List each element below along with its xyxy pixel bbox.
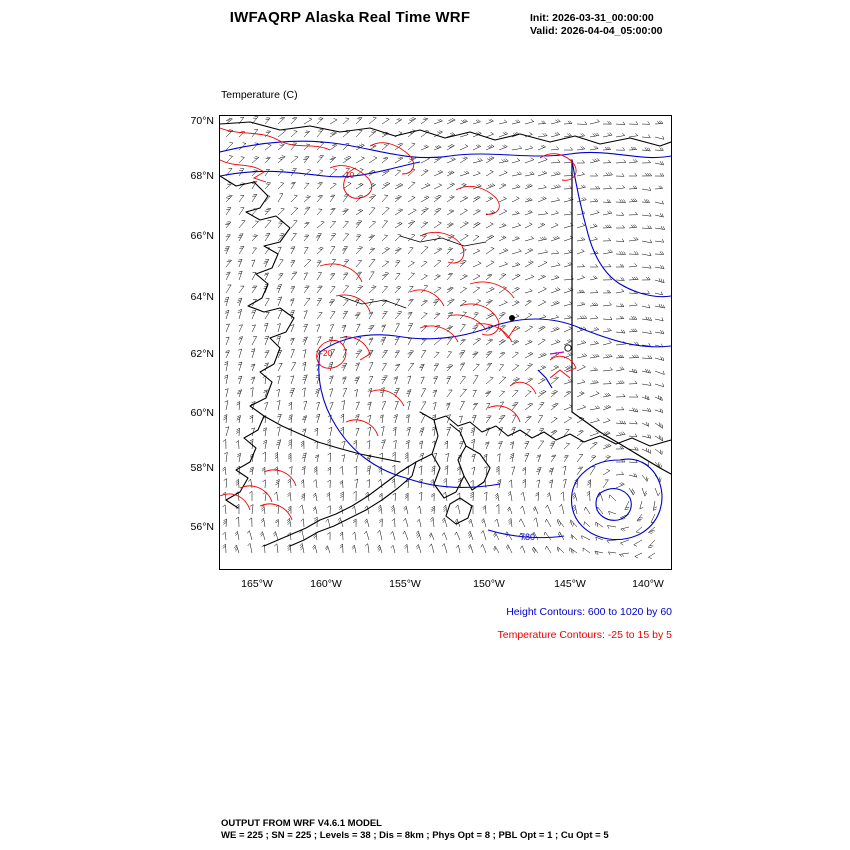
footer-line-2: WE = 225 ; SN = 225 ; Levels = 38 ; Dis = 8km ; Phys Opt = 8 ; PBL Opt = 1 ; Cu Opt = 5 [221,830,609,841]
variable-name-temperature: Temperature [221,89,280,101]
footer-line-1: OUTPUT FROM WRF V4.6.1 MODEL [221,818,382,829]
temperature-contour-label-neg10: -10 [342,170,355,180]
y-tick-68N: 68°N [190,170,214,182]
map-axes [190,115,672,590]
init-valid-block [530,12,663,38]
y-tick-56N: 56°N [190,521,214,533]
temperature-contour-legend: Temperature Contours: -25 to 15 by 5 [497,629,672,641]
init-time: Init: 2026-03-31_00:00:00 [530,12,654,24]
y-tick-60N: 60°N [190,407,214,419]
x-tick-145W: 145°W [554,578,586,590]
y-tick-62N: 62°N [190,348,214,360]
model-footer [221,818,609,842]
height-contour-legend: Height Contours: 600 to 1020 by 60 [506,606,672,618]
height-contour-label-780: 780 [520,532,536,542]
variable-row-temperature [221,89,303,102]
variable-units-temperature: (C) [283,89,298,101]
page-title: IWFAQRP Alaska Real Time WRF [229,9,471,26]
x-tick-150W: 150°W [473,578,505,590]
valid-time: Valid: 2026-04-04_05:00:00 [530,25,663,37]
y-tick-64N: 64°N [190,291,214,303]
y-tick-70N: 70°N [190,115,214,127]
y-tick-58N: 58°N [190,462,214,474]
x-tick-140W: 140°W [632,578,664,590]
x-tick-160W: 160°W [310,578,342,590]
temperature-contour-label-neg20: -20 [320,348,333,358]
x-tick-155W: 155°W [389,578,421,590]
y-tick-66N: 66°N [190,230,214,242]
x-tick-165W: 165°W [241,578,273,590]
